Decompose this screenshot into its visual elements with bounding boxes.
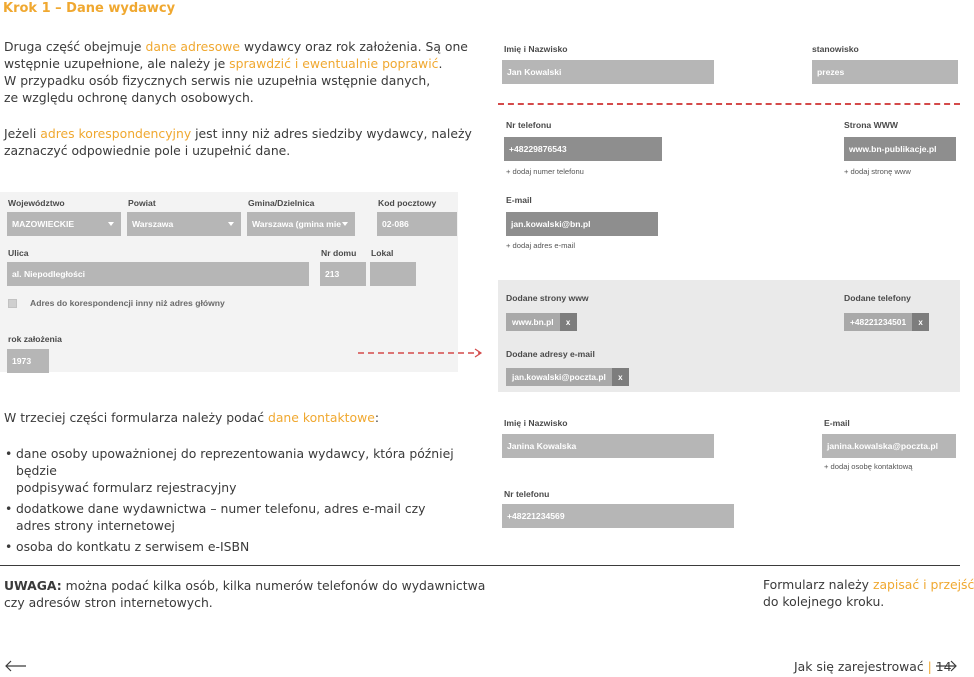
street-input[interactable]: al. Niepodległości: [7, 262, 309, 286]
highlight-contact-data: dane kontaktowe: [267, 410, 375, 425]
position-input[interactable]: prezes: [812, 60, 958, 84]
remove-email-button[interactable]: x: [612, 368, 629, 386]
contact-section-intro: [4, 409, 474, 426]
list-item-line: • dodatkowe dane wydawnictwa – numer telefonu, adres e-mail czy: [16, 501, 426, 516]
added-www-value: www.bn.pl: [506, 313, 560, 331]
added-phone-label: Dodane telefony: [844, 293, 911, 303]
added-phone-chip: [844, 313, 929, 331]
step-heading: Krok 1 – Dane wydawcy: [3, 1, 176, 16]
phone-label: Nr telefonu: [506, 120, 552, 130]
section-divider: [0, 565, 960, 566]
voivodeship-select[interactable]: [7, 212, 121, 236]
contact-name-input[interactable]: Janina Kowalska: [502, 434, 714, 458]
intro-text: .: [438, 56, 443, 71]
year-label: rok założenia: [8, 334, 62, 344]
correspondence-checkbox[interactable]: [8, 299, 17, 308]
intro-text: W trzeciej części formularza należy podać: [4, 410, 268, 425]
commune-select[interactable]: [247, 212, 355, 236]
dashed-arrow-icon: [356, 347, 488, 359]
note-text: czy adresów stron internetowych.: [4, 595, 213, 610]
added-email-value: jan.kowalski@poczta.pl: [506, 368, 612, 386]
highlight-check-correct: sprawdzić i ewentualnie poprawić: [229, 56, 439, 71]
intro-text: zaznaczyć odpowiednie pole i uzupełnić dane.: [4, 143, 291, 158]
house-label: Nr domu: [321, 248, 357, 258]
intro-text: wydawcy oraz rok założenia. Są one: [240, 39, 468, 54]
arrow-right-icon[interactable]: [934, 659, 958, 673]
footer-separator: |: [927, 659, 932, 674]
add-email-link[interactable]: + dodaj adres e-mail: [506, 241, 576, 250]
next-text: Formularz należy: [763, 577, 873, 592]
arrow-left-icon[interactable]: [4, 659, 28, 673]
add-contact-link[interactable]: + dodaj osobę kontaktową: [824, 462, 913, 471]
county-select[interactable]: [127, 212, 241, 236]
county-value: Warszawa: [132, 219, 174, 229]
intro-text: wstępnie uzupełnione, ale należy je: [4, 56, 230, 71]
remove-www-button[interactable]: x: [560, 313, 577, 331]
chevron-down-icon: [228, 222, 234, 226]
added-items-panel: [498, 280, 960, 392]
intro-text: :: [374, 410, 380, 425]
contact-phone-label: Nr telefonu: [504, 489, 550, 499]
footer-caption: [794, 659, 952, 674]
form-publisher-rep: [498, 38, 960, 188]
list-item-line: podpisywać formularz rejestracyjny: [16, 480, 237, 495]
voivodeship-value: MAZOWIECKIE: [12, 219, 75, 229]
contact-form: [498, 412, 960, 532]
intro-text: ze względu ochronę danych osobowych.: [4, 90, 254, 105]
add-www-link[interactable]: + dodaj stronę www: [844, 167, 911, 176]
commune-value: Warszawa (gmina mie: [252, 219, 341, 229]
highlight-save-continue: zapisać i przejść: [872, 577, 974, 592]
note-label: UWAGA:: [4, 578, 62, 593]
added-www-chip: [506, 313, 577, 331]
intro-text: jest inny niż adres siedziby wydawcy, należy: [191, 126, 472, 141]
voivodeship-label: Województwo: [8, 198, 65, 208]
footer-title: Jak się zarejestrować: [794, 659, 924, 674]
county-label: Powiat: [128, 198, 156, 208]
contact-phone-input[interactable]: +48221234569: [502, 504, 734, 528]
next-step-note: [763, 576, 974, 610]
added-phone-value: +48221234501: [844, 313, 912, 331]
added-email-chip: [506, 368, 629, 386]
dashed-divider: [498, 103, 960, 105]
contact-bullet-list: [4, 445, 484, 559]
list-item: [4, 445, 484, 496]
note-text: można podać kilka osób, kilka numerów telefonów do wydawnictwa: [61, 578, 486, 593]
www-label: Strona WWW: [844, 120, 898, 130]
street-label: Ulica: [8, 248, 29, 258]
list-item-line: • dane osoby upoważnionej do reprezentowania wydawcy, która później będzie: [16, 446, 454, 478]
address-form: [0, 192, 458, 372]
intro-text: Jeżeli: [4, 126, 41, 141]
added-email-label: Dodane adresy e-mail: [506, 349, 595, 359]
email-input[interactable]: jan.kowalski@bn.pl: [506, 212, 658, 236]
postal-input[interactable]: 02-086: [377, 212, 457, 236]
list-item: [4, 538, 484, 555]
commune-label: Gmina/Dzielnica: [248, 198, 315, 208]
contact-email-label: E-mail: [824, 418, 850, 428]
chevron-down-icon: [108, 222, 114, 226]
name-input[interactable]: Jan Kowalski: [502, 60, 714, 84]
year-input[interactable]: 1973: [7, 349, 49, 373]
email-form: [498, 190, 960, 260]
intro-paragraph: [4, 38, 474, 106]
phone-input[interactable]: +48229876543: [504, 137, 662, 161]
list-item-line: • osoba do kontkatu z serwisem e-ISBN: [16, 539, 250, 554]
chevron-down-icon: [342, 222, 348, 226]
next-text: do kolejnego kroku.: [763, 594, 885, 609]
intro-text: Druga część obejmuje: [4, 39, 146, 54]
email-label: E-mail: [506, 195, 532, 205]
house-input[interactable]: 213: [320, 262, 366, 286]
contact-name-label: Imię i Nazwisko: [504, 418, 568, 428]
highlight-address-data: dane adresowe: [145, 39, 241, 54]
remove-phone-button[interactable]: x: [912, 313, 929, 331]
position-label: stanowisko: [812, 44, 859, 54]
add-phone-link[interactable]: + dodaj numer telefonu: [506, 167, 584, 176]
correspondence-paragraph: [4, 125, 474, 159]
page-number: 14: [935, 659, 952, 674]
flat-label: Lokal: [371, 248, 394, 258]
correspondence-checkbox-label: Adres do korespondencji inny niż adres główny: [30, 298, 225, 308]
flat-input[interactable]: [370, 262, 416, 286]
contact-email-input[interactable]: janina.kowalska@poczta.pl: [822, 434, 956, 458]
note-box: [4, 577, 564, 611]
list-item: [4, 500, 484, 534]
www-input[interactable]: www.bn-publikacje.pl: [844, 137, 956, 161]
list-item-line: adres strony internetowej: [16, 518, 175, 533]
added-www-label: Dodane strony www: [506, 293, 589, 303]
intro-text: W przypadku osób fizycznych serwis nie uzupełnia wstępnie danych,: [4, 73, 431, 88]
name-label: Imię i Nazwisko: [504, 44, 568, 54]
postal-label: Kod pocztowy: [378, 198, 437, 208]
highlight-correspondence: adres korespondencyjny: [40, 126, 192, 141]
